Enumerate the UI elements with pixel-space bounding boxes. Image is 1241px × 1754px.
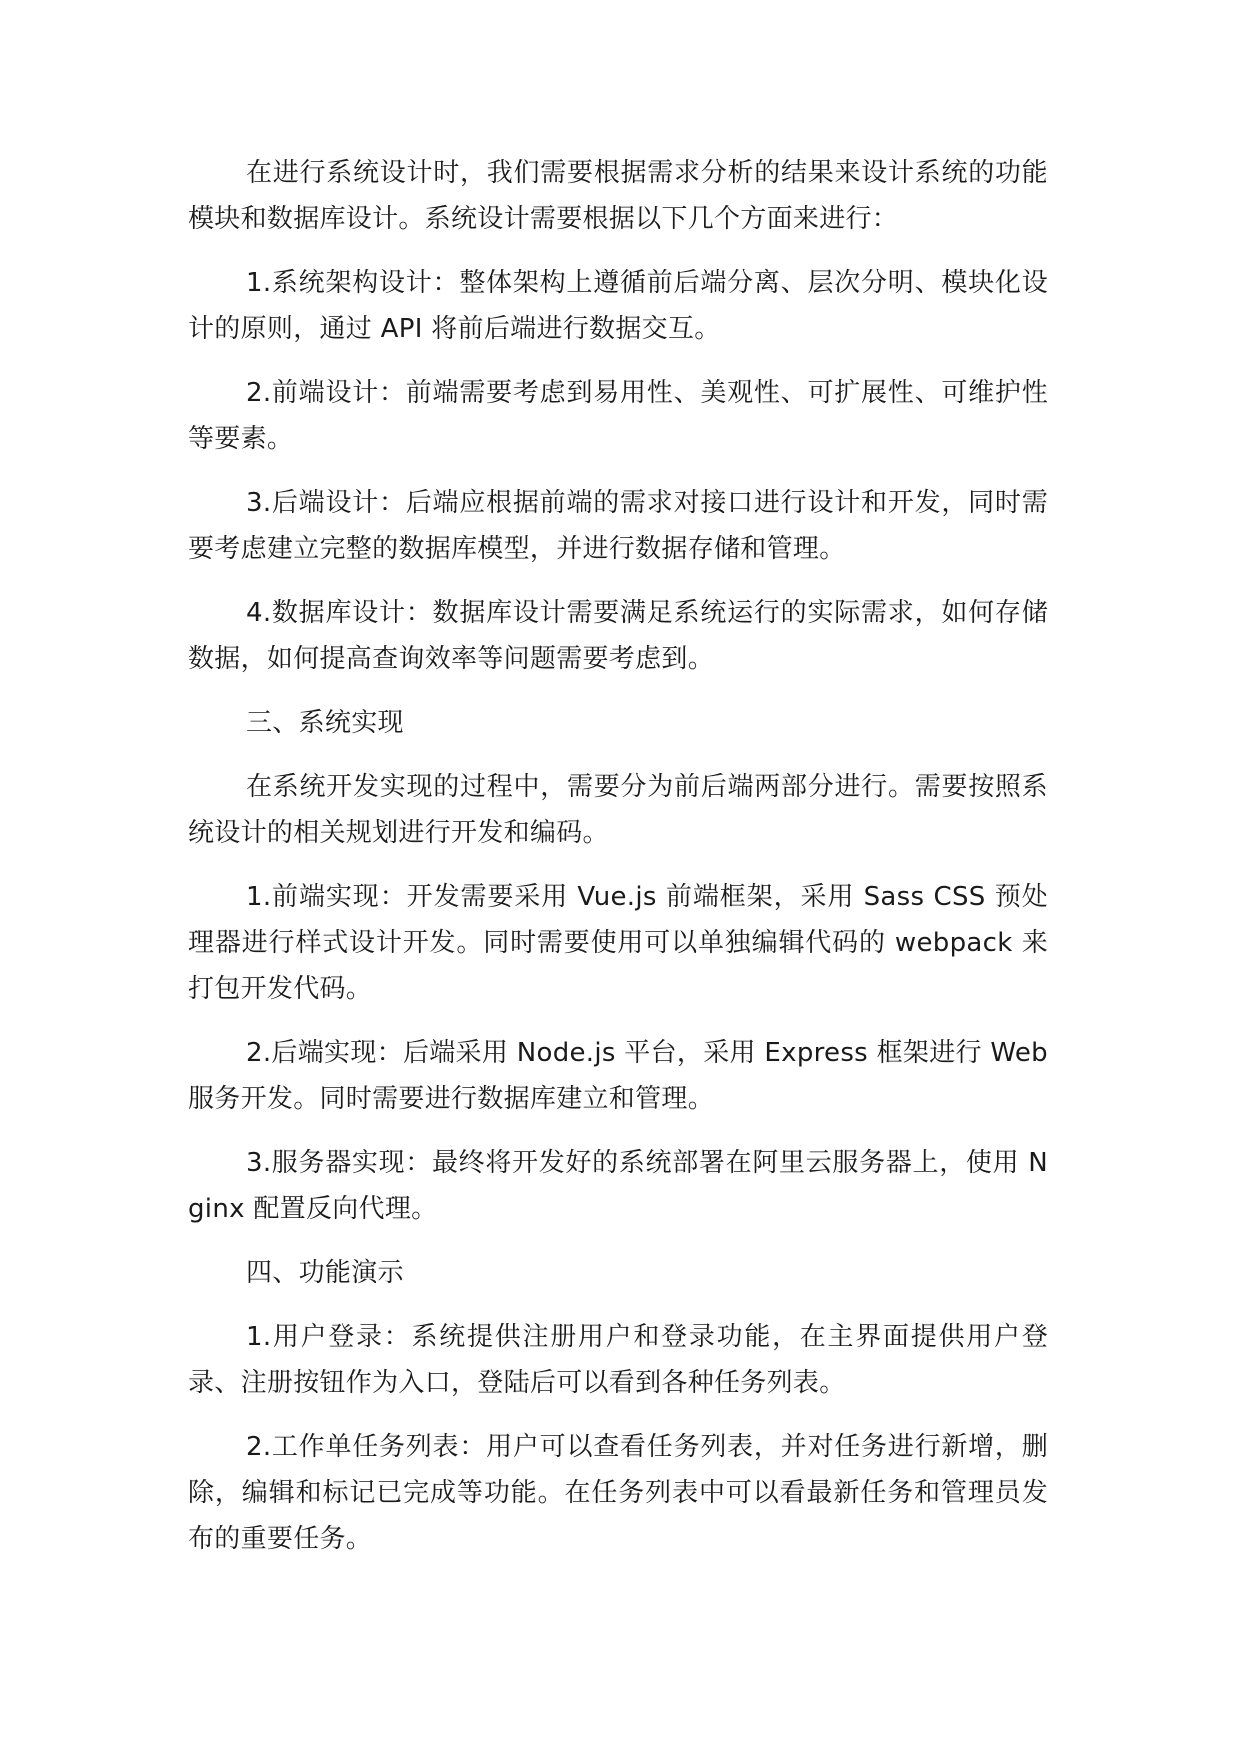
section-heading-implementation: 三、系统实现 <box>246 708 404 738</box>
paragraph-user-login: 1.用户登录：系统提供注册用户和登录功能，在主界面提供用户登录、注册按钮作为入口，登陆后可以看到各种任务列表。 <box>188 1322 1048 1398</box>
paragraph-system-design-intro: 在进行系统设计时，我们需要根据需求分析的结果来设计系统的功能模块和数据库设计。系统设计需要根据以下几个方面来进行： <box>188 158 1048 234</box>
paragraph-backend-design: 3.后端设计：后端应根据前端的需求对接口进行设计和开发，同时需要考虑建立完整的数据库模型，并进行数据存储和管理。 <box>188 488 1048 564</box>
paragraph-frontend-design: 2.前端设计：前端需要考虑到易用性、美观性、可扩展性、可维护性等要素。 <box>188 378 1048 454</box>
paragraph-backend-implementation: 2.后端实现：后端采用 Node.js 平台，采用 Express 框架进行 Web 服务开发。同时需要进行数据库建立和管理。 <box>188 1038 1048 1114</box>
paragraph-implementation-intro: 在系统开发实现的过程中，需要分为前后端两部分进行。需要按照系统设计的相关规划进行开发和编码。 <box>188 772 1048 848</box>
paragraph-task-list: 2.工作单任务列表：用户可以查看任务列表，并对任务进行新增，删除，编辑和标记已完成等功能。在任务列表中可以看最新任务和管理员发布的重要任务。 <box>188 1432 1048 1554</box>
paragraph-database-design: 4.数据库设计：数据库设计需要满足系统运行的实际需求，如何存储数据，如何提高查询效率等问题需要考虑到。 <box>188 598 1048 674</box>
document-body <box>188 150 1048 1580</box>
paragraph-frontend-implementation: 1.前端实现：开发需要采用 Vue.js 前端框架，采用 Sass CSS 预处理器进行样式设计开发。同时需要使用可以单独编辑代码的 webpack 来打包开发代码。 <box>188 882 1048 1004</box>
paragraph-server-implementation: 3.服务器实现：最终将开发好的系统部署在阿里云服务器上，使用 Nginx 配置反向代理。 <box>188 1148 1048 1224</box>
paragraph-architecture-design: 1.系统架构设计：整体架构上遵循前后端分离、层次分明、模块化设计的原则，通过 API 将前后端进行数据交互。 <box>188 268 1048 344</box>
section-heading-demo: 四、功能演示 <box>246 1258 404 1288</box>
